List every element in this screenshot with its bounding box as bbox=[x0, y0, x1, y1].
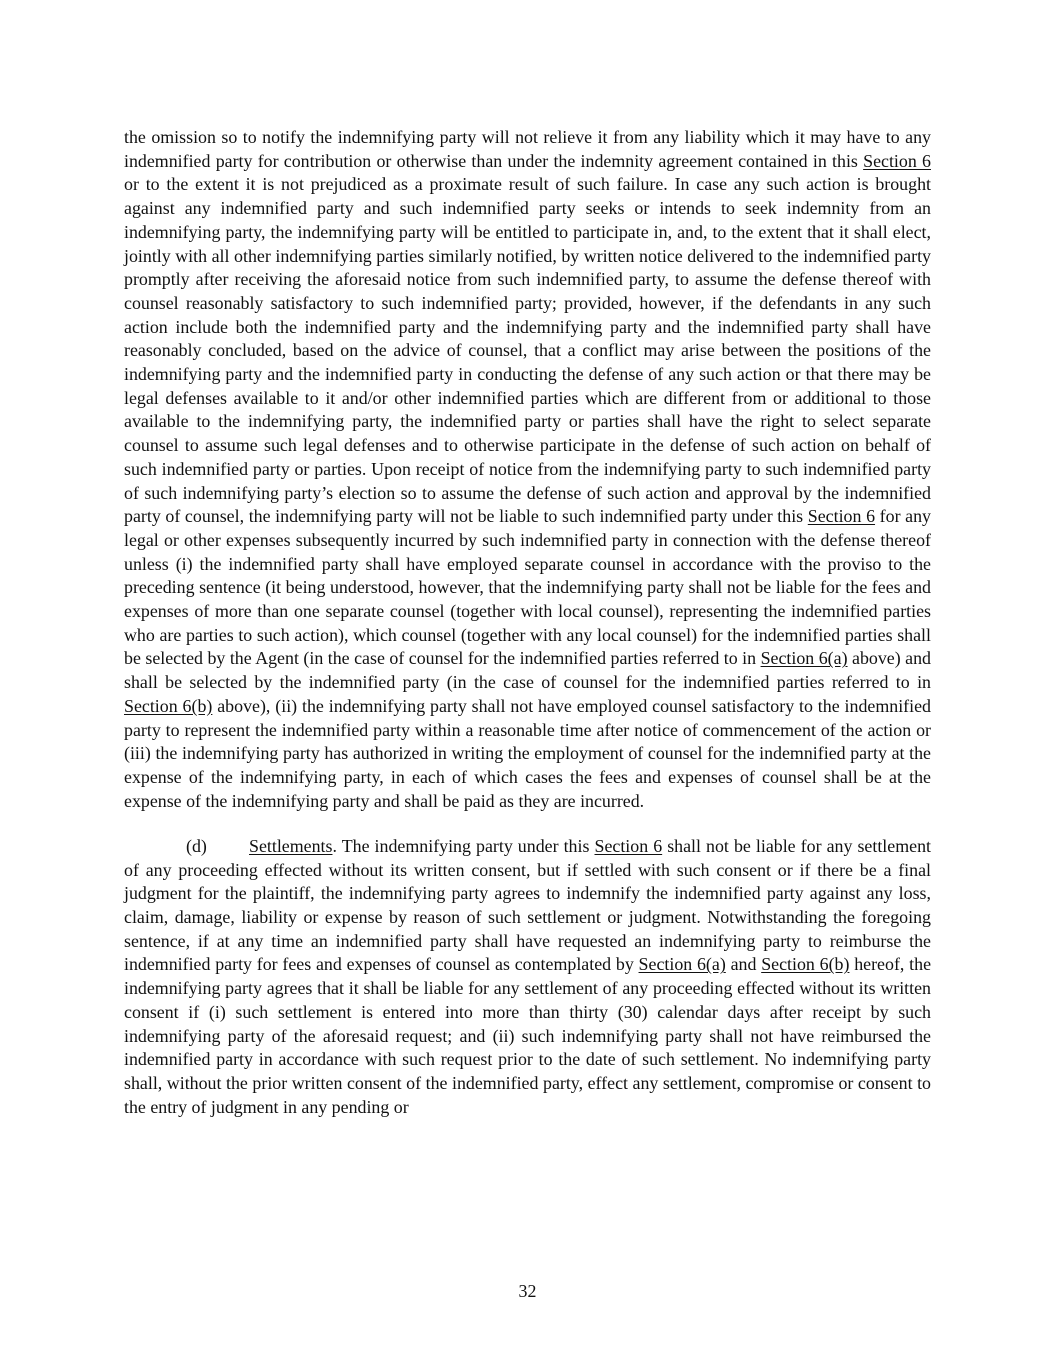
clause-label: (d) bbox=[186, 835, 207, 856]
section-reference: Section 6(b) bbox=[124, 695, 213, 716]
page-number: 32 bbox=[518, 1281, 537, 1301]
section-reference: Section 6(a) bbox=[638, 954, 726, 975]
heading-period: . bbox=[332, 835, 337, 856]
clause-heading: Settlements bbox=[249, 835, 333, 856]
section-reference: Section 6(b) bbox=[761, 954, 850, 975]
section-reference: Section 6 bbox=[807, 506, 876, 527]
text-run: above) and shall be selected by the indemnified party (in the case of counsel for the indemnified parties referred to in bbox=[124, 648, 932, 693]
text-run: and bbox=[725, 954, 762, 975]
document-page bbox=[124, 126, 931, 1119]
paragraph-settlements bbox=[124, 835, 931, 1119]
paragraph-defense-of-actions bbox=[124, 126, 931, 813]
text-run: The indemnifying party under this bbox=[336, 835, 595, 856]
text-run: for any legal or other expenses subsequently incurred by such indemnified party in connection with the defense thereof unless (i) the indemnified party shall have employed separate counsel in accordance with the proviso to the preceding sentence (it being understood, however, that the indemnifying party shall not be liable for the fees and expenses of more than one separate counsel (together with local counsel), representing the indemnified parties who are parties to such action), which counsel (together with any local counsel) for the indemnified parties shall be selected by the Agent (in the case of counsel for the indemnified parties referred to in bbox=[124, 506, 931, 669]
text-run: shall not be liable for any settlement of any proceeding effected without its written consent, but if settled with such consent or if there be a final judgment for the plaintiff, the indemnifying party agrees to indemnify the indemnified party against any loss, claim, damage, liability or expense by reason of such settlement or judgment. Notwithstanding the foregoing sentence, if at any time an indemnified party shall have requested an indemnifying party to reimburse the indemnified party for fees and expenses of counsel as contemplated by bbox=[124, 835, 931, 975]
text-run: hereof, the indemnifying party agrees that it shall be liable for any settlement of any proceeding effected without its written consent if (i) such settlement is entered into more than thirty (30) calendar days after receipt by such indemnifying party of the aforesaid request; and (ii) such indemnifying party shall not have reimbursed the indemnified party in accordance with such request prior to the date of such settlement. No indemnifying party shall, without the prior written consent of the indemnified party, effect any settlement, compromise or consent to the entry of judgment in any pending or bbox=[124, 954, 932, 1117]
section-reference: Section 6(a) bbox=[760, 648, 848, 669]
section-reference: Section 6 bbox=[594, 835, 663, 856]
text-run: or to the extent it is not prejudiced as a proximate result of such failure. In case any such action is brought against any indemnified party and such indemnified party seeks or intends to seek indemnity from an indemnifying party, the indemnifying party will be entitled to participate in, and, to the extent that it shall elect, jointly with all other indemnifying parties similarly notified, by written notice delivered to the indemnified party promptly after receiving the aforesaid notice from such indemnified party, to assume the defense thereof with counsel reasonably satisfactory to such indemnified party; provided, however, if the defendants in any such action include both the indemnified party and the indemnifying party and the indemnified party shall have reasonably concluded, based on the advice of counsel, that a conflict may arise between the positions of the indemnifying party and the indemnified party in conducting the defense of any such action or that there may be legal defenses available to it and/or other indemnified parties which are different from or additional to those available to the indemnifying party, the indemnified party or parties shall have the right to select separate counsel to assume such legal defenses and to otherwise participate in the defense of such action on behalf of such indemnified party or parties. Upon receipt of notice from the indemnifying party to such indemnified party of such indemnifying party’s election so to assume the defense of such action and approval by the indemnified party of counsel, the indemnifying party will not be liable to such indemnified party under this bbox=[124, 174, 931, 527]
text-run: the omission so to notify the indemnifying party will not relieve it from any liability which it may have to any indemnified party for contribution or otherwise than under the indemnity agreement contained in this bbox=[124, 127, 931, 171]
section-reference: Section 6 bbox=[863, 150, 931, 171]
text-run: above), (ii) the indemnifying party shall not have employed counsel satisfactory to the indemnified party to represent the indemnified party within a reasonable time after notice of commencement of the action or (iii) the indemnifying party has authorized in writing the employment of counsel for the indemnified party at the expense of the indemnifying party, in each of which cases the fees and expenses of counsel shall be at the expense of the indemnifying party and shall be paid as they are incurred. bbox=[124, 695, 931, 811]
